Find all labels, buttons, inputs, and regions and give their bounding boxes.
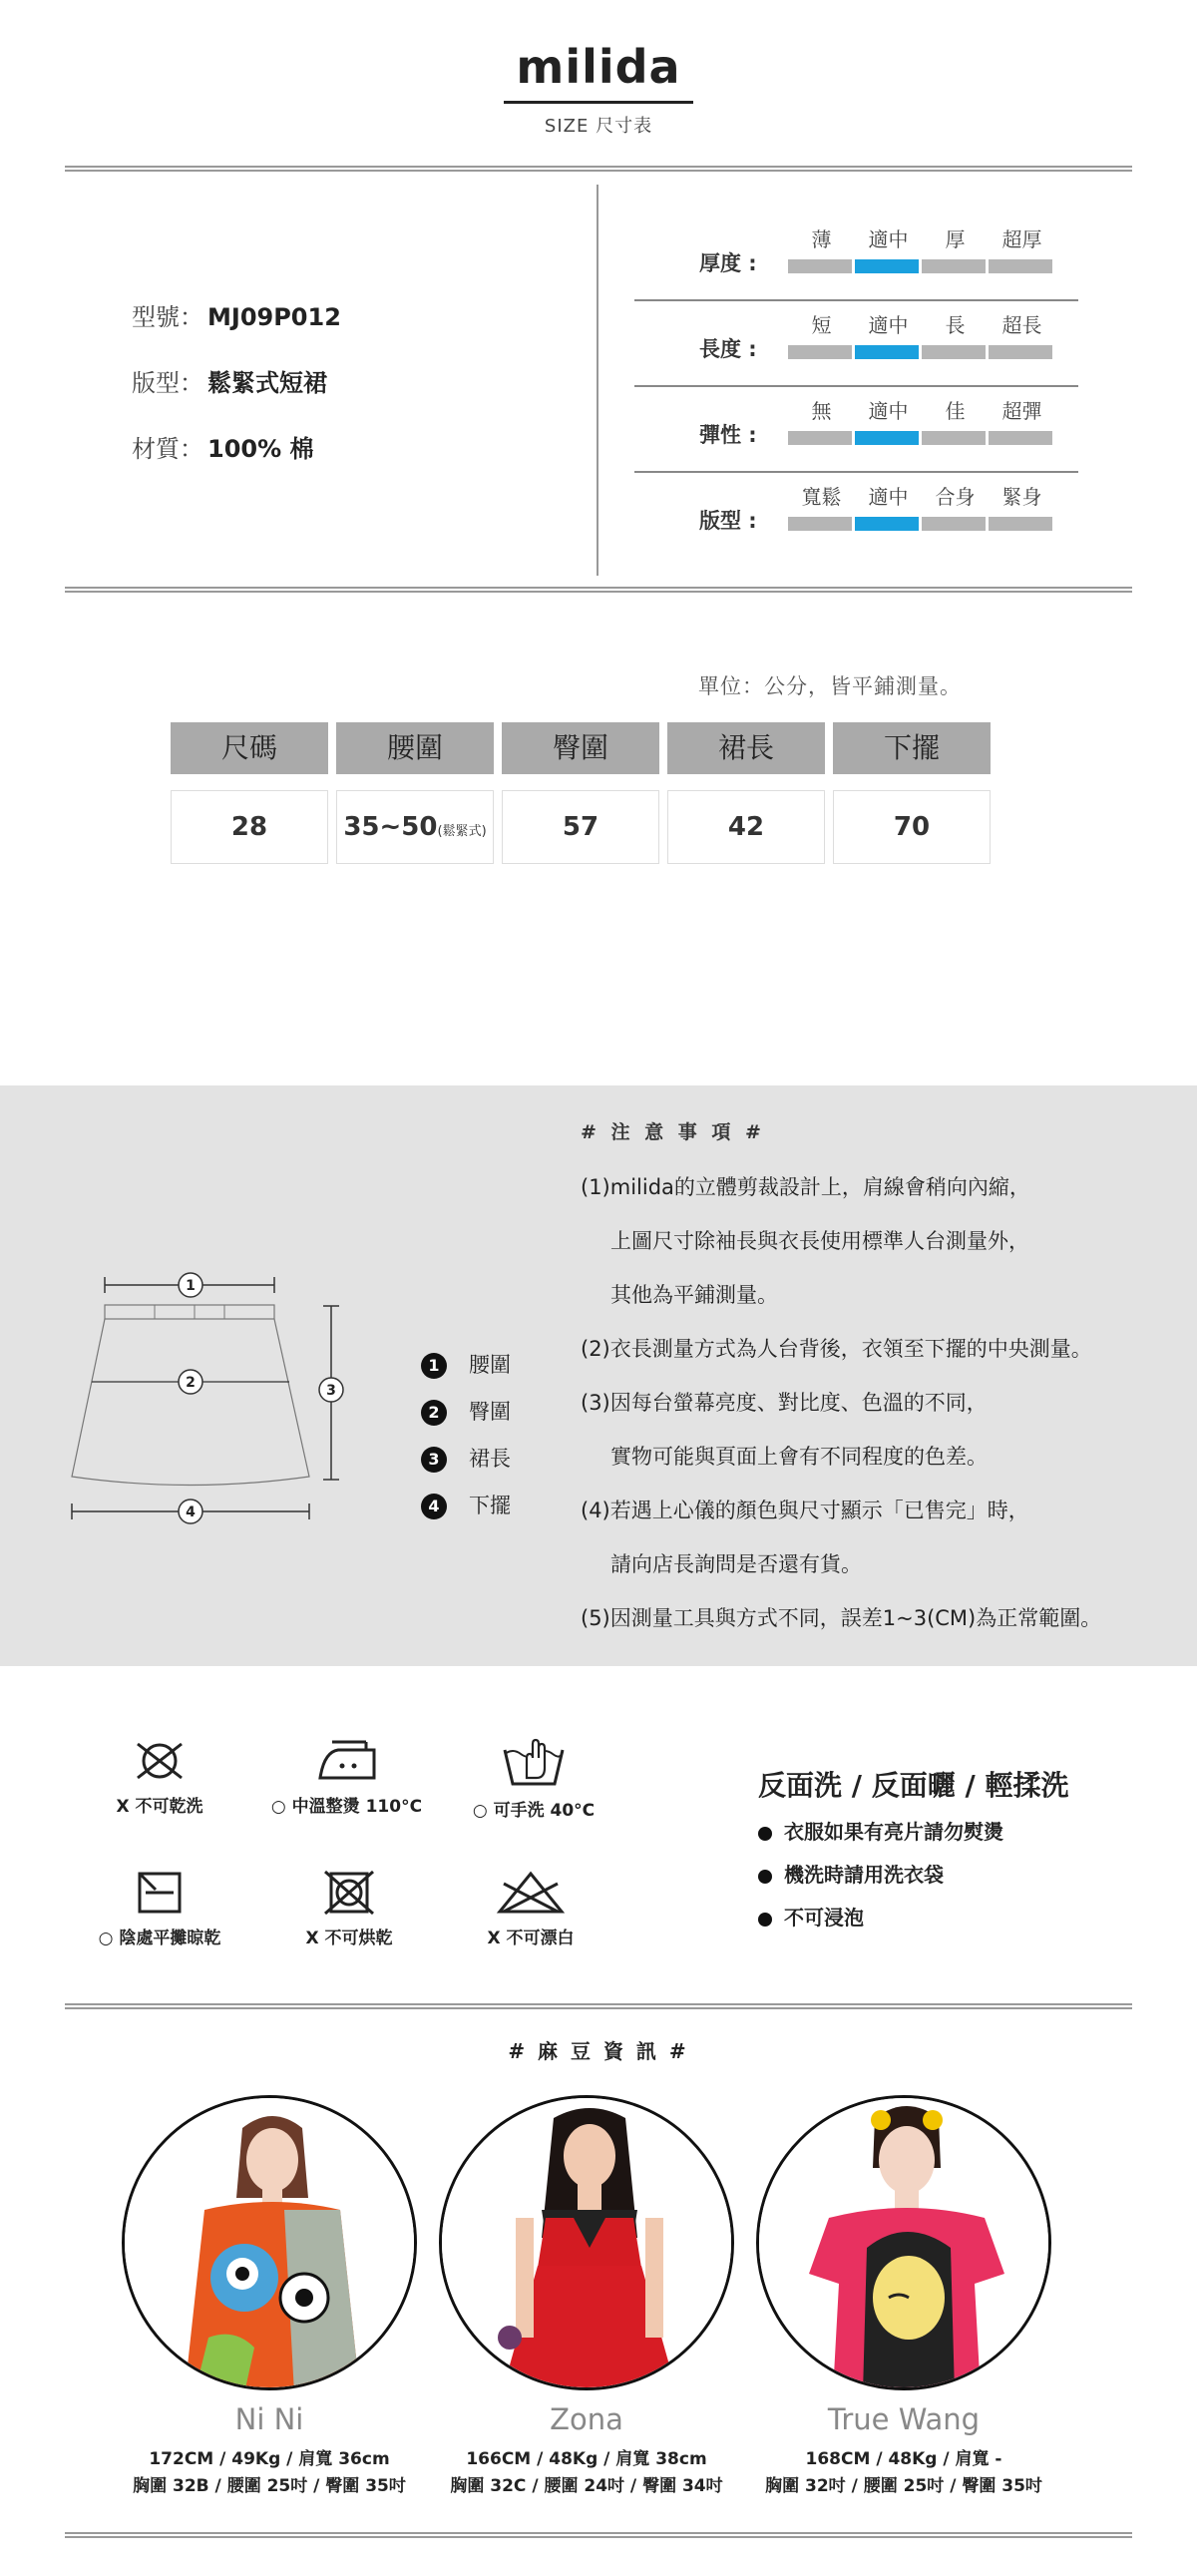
scale-bar bbox=[922, 517, 986, 531]
attribute-fit bbox=[634, 471, 1078, 557]
model-value: MJ09P012 bbox=[207, 303, 341, 331]
no-dry-clean-icon bbox=[130, 1738, 190, 1784]
option-label: 超彈 bbox=[1001, 399, 1042, 423]
wash-tip-label: 機洗時請用洗衣袋 bbox=[784, 1863, 944, 1887]
scale-bars bbox=[788, 345, 1055, 359]
material-label: 材質： bbox=[132, 435, 203, 463]
wash-tip bbox=[758, 1902, 864, 1931]
iron-medium-icon bbox=[314, 1738, 380, 1784]
no-tumble-dry-icon bbox=[319, 1870, 379, 1916]
model-stats-line: 胸圍 32吋 / 腰圍 25吋 / 臀圍 35吋 bbox=[765, 2476, 1042, 2496]
scale-bars bbox=[788, 431, 1055, 445]
option-label: 厚 bbox=[945, 227, 966, 251]
skirt-diagram bbox=[60, 1262, 359, 1531]
legend-label: 裙長 bbox=[469, 1447, 511, 1471]
scale-bar-selected bbox=[855, 345, 919, 359]
scale-bar bbox=[989, 517, 1052, 531]
care-label: ○ 陰處平攤晾乾 bbox=[98, 1929, 221, 1948]
care-hand-wash bbox=[459, 1738, 608, 1821]
type-value: 鬆緊式短裙 bbox=[207, 369, 327, 397]
attribute-thickness bbox=[634, 214, 1078, 299]
option-label: 薄 bbox=[811, 227, 832, 251]
model-photo-true-wang bbox=[756, 2095, 1051, 2390]
legend-item-hem bbox=[421, 1490, 511, 1519]
waist-note: (鬆緊式) bbox=[437, 824, 487, 839]
care-label: ○ 中溫整燙 110°C bbox=[270, 1797, 423, 1817]
option-label: 合身 bbox=[935, 485, 976, 509]
care-label: X 不可乾洗 bbox=[116, 1797, 203, 1817]
option-label: 緊身 bbox=[1001, 485, 1042, 509]
option-label: 超厚 bbox=[1001, 227, 1042, 251]
option-label: 短 bbox=[811, 313, 832, 337]
no-bleach-icon bbox=[496, 1870, 566, 1916]
care-label: X 不可漂白 bbox=[487, 1929, 575, 1948]
model-illustration bbox=[442, 2098, 734, 2390]
care-dry-flat-shade bbox=[80, 1870, 239, 1948]
care-label: X 不可烘乾 bbox=[305, 1929, 393, 1948]
table-cell: 57 bbox=[502, 790, 659, 864]
scale-bar bbox=[922, 259, 986, 273]
attribute-label: 長度 : bbox=[699, 337, 757, 361]
model-stats-line: 172CM / 49Kg / 肩寬 36cm bbox=[149, 2449, 390, 2469]
care-iron-medium bbox=[259, 1738, 434, 1817]
scale-bar bbox=[989, 259, 1052, 273]
note-line: 實物可能與頁面上會有不同程度的色差。 bbox=[610, 1445, 988, 1469]
bullet-icon bbox=[758, 1870, 772, 1884]
option-label: 適中 bbox=[868, 399, 909, 423]
note-line: (4)若遇上心儀的顏色與尺寸顯示「已售完」時， bbox=[581, 1499, 1029, 1522]
legend-label: 腰圍 bbox=[469, 1353, 511, 1377]
note-line: (3)因每台螢幕亮度、對比度、色溫的不同， bbox=[581, 1391, 988, 1415]
note-line: 上圖尺寸除袖長與衣長使用標準人台測量外， bbox=[610, 1229, 1029, 1253]
table-header: 尺碼 bbox=[171, 722, 328, 774]
brand-logo: milida bbox=[516, 40, 681, 94]
bullet-icon bbox=[758, 1827, 772, 1841]
model-name: Zona bbox=[550, 2402, 623, 2436]
scale-bars bbox=[788, 517, 1055, 531]
model-stats bbox=[427, 2446, 746, 2500]
model-stats bbox=[110, 2446, 429, 2500]
table-cell: 35~50 bbox=[343, 812, 438, 842]
care-no-dry-clean bbox=[90, 1738, 229, 1817]
care-no-bleach bbox=[461, 1870, 600, 1948]
brand-underline bbox=[504, 101, 693, 104]
option-label: 適中 bbox=[868, 485, 909, 509]
note-line: 請向店長詢問是否還有貨。 bbox=[610, 1552, 862, 1576]
option-label: 寬鬆 bbox=[801, 485, 842, 509]
bullet-icon bbox=[758, 1913, 772, 1927]
legend-number: 2 bbox=[421, 1400, 447, 1426]
material-value: 100% 棉 bbox=[207, 435, 314, 463]
option-label: 佳 bbox=[945, 399, 966, 423]
table-cell-waist bbox=[336, 790, 494, 864]
product-type-row bbox=[132, 363, 327, 398]
table-cell: 70 bbox=[833, 790, 991, 864]
scale-bar bbox=[989, 431, 1052, 445]
legend-label: 臀圍 bbox=[469, 1400, 511, 1424]
table-header: 腰圍 bbox=[336, 722, 494, 774]
divider bbox=[65, 166, 1132, 172]
model-stats-line: 168CM / 48Kg / 肩寬 - bbox=[805, 2449, 1002, 2469]
wash-tip bbox=[758, 1859, 944, 1888]
attribute-length bbox=[634, 299, 1078, 385]
attribute-elasticity bbox=[634, 385, 1078, 471]
wash-tip-label: 衣服如果有亮片請勿熨燙 bbox=[784, 1820, 1003, 1844]
scale-bar bbox=[989, 345, 1052, 359]
divider bbox=[65, 2003, 1132, 2009]
diagram-marker: 2 bbox=[186, 1375, 196, 1391]
type-label: 版型： bbox=[132, 369, 203, 397]
scale-bar-selected bbox=[855, 259, 919, 273]
option-label: 適中 bbox=[868, 227, 909, 251]
scale-bar bbox=[922, 431, 986, 445]
table-cell: 42 bbox=[667, 790, 825, 864]
legend-item-hip bbox=[421, 1396, 511, 1426]
scale-bar-selected bbox=[855, 431, 919, 445]
table-header: 下擺 bbox=[833, 722, 991, 774]
legend-item-waist bbox=[421, 1349, 511, 1379]
model-stats-line: 胸圍 32B / 腰圍 25吋 / 臀圍 35吋 bbox=[133, 2476, 406, 2496]
models-title: # 麻 豆 資 訊 # bbox=[508, 2039, 689, 2063]
diagram-marker: 3 bbox=[326, 1383, 336, 1399]
note-line: (2)衣長測量方式為人台背後，衣領至下擺的中央測量。 bbox=[581, 1337, 1092, 1361]
wash-tip-label: 不可浸泡 bbox=[784, 1906, 864, 1930]
scale-bar bbox=[788, 259, 852, 273]
table-header: 臀圍 bbox=[502, 722, 659, 774]
notes-title: # 注 意 事 項 # bbox=[581, 1121, 765, 1143]
legend-item-length bbox=[421, 1443, 511, 1473]
diagram-marker: 1 bbox=[186, 1278, 196, 1294]
model-illustration bbox=[759, 2098, 1051, 2390]
attribute-label: 厚度 : bbox=[699, 251, 757, 275]
diagram-marker: 4 bbox=[186, 1504, 196, 1520]
dry-flat-shade-icon bbox=[130, 1870, 190, 1916]
legend-number: 1 bbox=[421, 1353, 447, 1379]
wash-tip bbox=[758, 1816, 1003, 1845]
model-photo-nini bbox=[122, 2095, 417, 2390]
divider bbox=[65, 587, 1132, 593]
product-model-row bbox=[132, 297, 341, 332]
model-name: Ni Ni bbox=[234, 2402, 304, 2436]
size-chart-subtitle: SIZE 尺寸表 bbox=[544, 116, 653, 137]
scale-bar-selected bbox=[855, 517, 919, 531]
note-line: (1)milida的立體剪裁設計上，肩線會稍向內縮， bbox=[581, 1175, 1030, 1199]
product-material-row bbox=[132, 429, 314, 464]
option-label: 長 bbox=[945, 313, 966, 337]
model-illustration bbox=[125, 2098, 417, 2390]
care-no-tumble-dry bbox=[279, 1870, 419, 1948]
legend-number: 4 bbox=[421, 1494, 447, 1519]
table-header: 裙長 bbox=[667, 722, 825, 774]
model-stats-line: 胸圍 32C / 腰圍 24吋 / 臀圍 34吋 bbox=[450, 2476, 723, 2496]
model-stats-line: 166CM / 48Kg / 肩寬 38cm bbox=[466, 2449, 707, 2469]
scale-bar bbox=[922, 345, 986, 359]
table-cell: 28 bbox=[171, 790, 328, 864]
scale-bar bbox=[788, 345, 852, 359]
vertical-divider bbox=[597, 185, 598, 576]
option-label: 適中 bbox=[868, 313, 909, 337]
care-label: ○ 可手洗 40°C bbox=[472, 1801, 596, 1821]
wash-instructions-title: 反面洗 / 反面曬 / 輕揉洗 bbox=[758, 1769, 1069, 1802]
divider bbox=[65, 2532, 1132, 2538]
hand-wash-icon bbox=[501, 1738, 567, 1788]
legend-number: 3 bbox=[421, 1447, 447, 1473]
note-line: 其他為平鋪測量。 bbox=[610, 1283, 778, 1307]
unit-note: 單位：公分，皆平鋪測量。 bbox=[698, 674, 962, 698]
model-name: True Wang bbox=[827, 2402, 981, 2436]
model-label: 型號： bbox=[132, 303, 203, 331]
attribute-label: 版型 : bbox=[699, 509, 757, 533]
attribute-label: 彈性 : bbox=[699, 423, 757, 447]
model-stats bbox=[744, 2446, 1063, 2500]
scale-bar bbox=[788, 431, 852, 445]
scale-bars bbox=[788, 259, 1055, 273]
legend-label: 下擺 bbox=[469, 1494, 511, 1517]
option-label: 無 bbox=[811, 399, 832, 423]
option-label: 超長 bbox=[1001, 313, 1042, 337]
model-photo-zona bbox=[439, 2095, 734, 2390]
note-line: (5)因測量工具與方式不同，誤差1~3(CM)為正常範圍。 bbox=[581, 1606, 1102, 1630]
scale-bar bbox=[788, 517, 852, 531]
